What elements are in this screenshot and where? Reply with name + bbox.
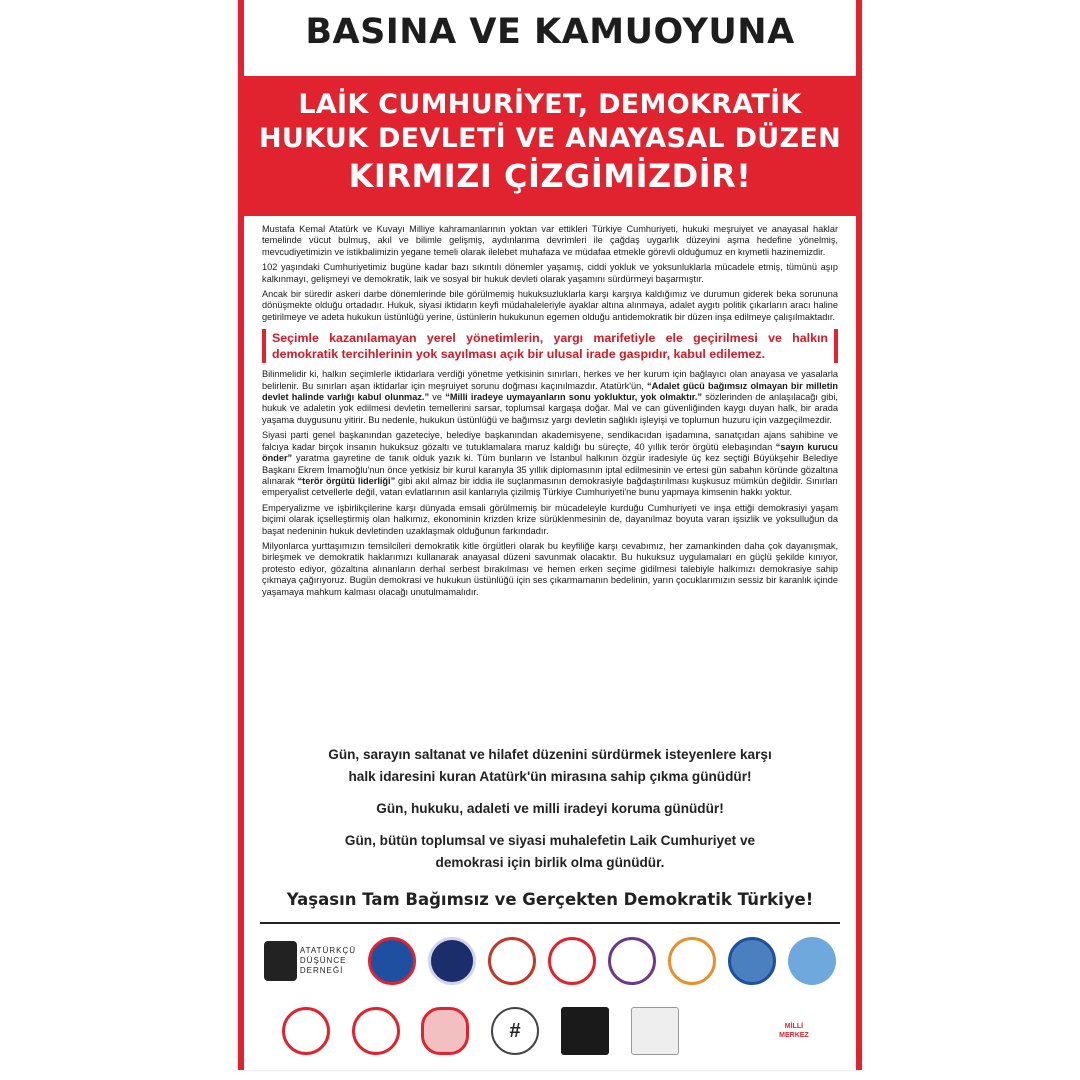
p5-quote-2: “terör örgütü liderliği” [297,475,396,486]
org-logo-crescent [282,1007,330,1055]
org-logo-hash: # [491,1007,539,1055]
org-logo-purple-seal [608,937,656,985]
org-logo-msd [548,937,596,985]
closing-3a: Gün, bütün toplumsal ve siyasi muhalefetin Laik Cumhuriyet ve [344,833,756,848]
org-logo-blue-emblem [368,937,416,985]
closing-3b: demokrasi için birlik olma günüdür. [435,855,665,870]
milli-merkez-logo: MİLLİ MERKEZ [770,1007,818,1055]
add-logo [264,934,356,988]
divider [260,922,840,924]
closing-1a: Gün, sarayın saltanat ve hilafet düzenini sürdürmek isteyenlere karşı [328,747,772,762]
closing-1 [244,744,856,788]
headline-line-1: LAİK CUMHURİYET, DEMOKRATİK [298,89,802,120]
org-logo-light-blue [788,937,836,985]
paragraph-4 [262,369,838,426]
paragraph-7: Milyonlarca yurttaşımızın temsilcileri demokratik kitle örgütleri olarak bu keyfiliğe karşı cevabımız, her zamankinden daha çok dayanışmak, birleşmek ve demokratik haklarımızı kullanarak anayasal düzeni savunmak olacaktır. Bu hukuksuz uygulamaları en güçlü şekilde kınıyor, protesto ediyor, gözaltına alınanların derhal serbest bırakılması ve hemen erken seçime gidilmesi talebiyle halkımızı demokrasiye sahip çıkmaya çağırıyoruz. Bugün demokrasi ve hukukun üstünlüğü için ses çıkarmamanın bedelinin, yarın çocuklarımızın sessiz bir karanlık içinde yaşamaya mahkum kalması olacağı unutulmamalıdır. [262,540,838,597]
closing-2: Gün, hukuku, adaleti ve milli iradeyi koruma günüdür! [376,801,724,816]
ataturk-silhouette-icon [264,941,297,981]
org-logo-dark-square [561,1007,609,1055]
ataturk-quote-2: “Milli iradeye uymayanların sonu yokluktur, yok olmaktır.” [445,392,702,403]
p4-text-b: ve [429,392,446,403]
statement-body [262,224,838,602]
press-release-page [238,0,862,1070]
final-slogan: Yaşasın Tam Bağımsız ve Gerçekten Demokratik Türkiye! [286,890,814,909]
org-logo-gray-square [631,1007,679,1055]
add-logo-text: ATATÜRKÇÜ DÜŞÜNCE DERNEĞİ [299,946,356,975]
org-logo-navy-portrait [428,937,476,985]
paragraph-2: 102 yaşındaki Cumhuriyetimiz bugüne kadar bazı sıkıntılı dönemler yaşamış, ciddi yokluk ve yoksunluklarla mücadele etmiş, tümünü aşıp kalkınmayı, gelişmeyi ve demokratik, laik ve sosyal bir hukuk devleti olarak yaşamını sürdürmeyi başarmıştır. [262,262,838,284]
headline-line-3: KIRMIZI ÇİZGİMİZDİR! [348,157,752,195]
p5-text-c: gibi akıl almaz bir iddia ile suçlanmasının demokrasiyle bağdaştırılması kuşkusuz mümkün değildir. Sınırları emperyalist cetvellerle değil, vatan evlatlarının asil kanlarıyla çizilmiş Türkiye Cumhuriyeti'ne bunu yapmaya kimsenin hakkı yoktur. [262,475,838,498]
org-logo-map [421,1007,469,1055]
paragraph-5 [262,430,838,498]
org-logo-red-figure [488,937,536,985]
org-logo-building-seal [728,937,776,985]
closing-3 [244,830,856,874]
p4-text-c: sözlerinden de anlaşılacağı gibi, hukuk ve adaletin yok edilmesi devletin temellerini sarsar, toplumsal kargaşa doğar. Mal ve can güvenliğinden kaygı duyan halk, bir arada yaşama duygusunu yitirir. Bu nedenle, hukukun üstünlüğü ve bağımsız yargı devletin sağlıklı işleyişi ve toplumun huzuru için vazgeçilmezdir. [262,392,838,425]
p5-quote-1: “sayın kurucu önder” [262,441,838,464]
paragraph-6: Emperyalizme ve işbirlikçilerine karşı dünyada emsali görülmemiş bir mücadeleyle kurduğu Cumhuriyeti ve inşa ettiği demokrasiyi yaşam biçimi olarak içselleştirmiş olan halkımız, ekonominin krizden krize sürüklenmesinin de, dayanılmaz boyuta varan işsizlik ve yoksulluğun da başat nedeninin hukuk devletinden uzaklaşmak olduğunun farkındadır. [262,502,838,536]
closing-statements [244,744,856,884]
ataturk-quote-1: “Adalet gücü bağımsız olmayan bir milletin devlet halinde varlığı kabul olunmaz.” [262,380,838,403]
highlight-callout: Seçimle kazanılamayan yerel yönetimlerin, yargı marifetiyle ele geçirilmesi ve halkın demokratik tercihlerinin yok sayılması açık bir ulusal irade gaspıdır, kabul edilemez. [262,329,838,363]
logo-row-1 [264,932,836,990]
page-title: BASINA VE KAMUOYUNA [305,12,795,52]
paragraph-1: Mustafa Kemal Atatürk ve Kuvayı Milliye kahramanlarının yoktan var ettikleri Türkiye Cumhuriyeti, hukuki meşruiyet ve anayasal haklar temelinde vücut bulmuş, akıl ve bilimle gelişmiş, aydınlanma devrimleri ile çağdaş uygarlık düzeyini aşma hedefine yönelmiş, mevcudiyetimizin ve istikbalimizin yegane temeli olarak ilelebet muhafaza ve müdafaa etmekle görevli olduğumuz en kıymetli hazinemizdir. [262,224,838,257]
headline-line-2: HUKUK DEVLETİ VE ANAYASAL DÜZEN [258,123,842,154]
logo-row-2 [264,1002,836,1060]
p5-text-a: Siyasi parti genel başkanından gazeteciye, belediye başkanından akademisyene, sendikacıdan işadamına, sanatçıdan ajans sahibine ve falcıya kadar birçok insanın hukuksuz gözaltı ve tutuklamalara maruz kaldığı bu süreçte, 40 yıllık terör örgütü elebaşından [262,430,838,452]
ataturk-portrait-icon [700,1007,748,1055]
org-logo-red-wave [352,1007,400,1055]
headline-banner [238,76,862,216]
closing-1b: halk idaresini kuran Atatürk'ün mirasına sahip çıkma günüdür! [348,769,752,784]
paragraph-3: Ancak bir süredir askeri darbe dönemlerinde bile görülmemiş hukuksuzluklarla karşı karşıya kaldığımız ve durumun giderek beka sorununa dönüşmekte olduğu ortadadır. Hukuk, siyasi iktidarın keyfi müdahaleleriyle ayaklar altına alınmaya, adalet aygıtı politik çıkarların aracı haline getirilmeye ve adeta hukukun üstünlüğü yerine, üstünlerin hukukunun egemen olduğu antidemokratik bir düzen inşa edilmeye çalışılmaktadır. [262,289,838,322]
p4-text-a: Bilinmelidir ki, halkın seçimlerle iktidarlara verdiği yönetme yetkisinin sınırları, herkes ve her kurum için bağlayıcı olan anayasa ve yasalarla belirlenir. Bu sınırları aşan iktidarlar için meşruiyet sorunu doğması kaçınılmazdır. Atatürk'ün, [262,369,838,391]
org-logo-orange-seal [668,937,716,985]
p5-text-b: yaratma gayretine de tanık olduk yazık ki. Tüm bunların ve İstanbul halkının özgür iradesiyle üç kez seçtiği Büyükşehir Belediye Başkanı Ekrem İmamoğlu'nun önce yetkisiz bir kurul kararıyla 35 yıllık diplomasının iptal edilmesinin ve ertesi gün sabahın köründe gözaltına alınarak [262,453,838,486]
